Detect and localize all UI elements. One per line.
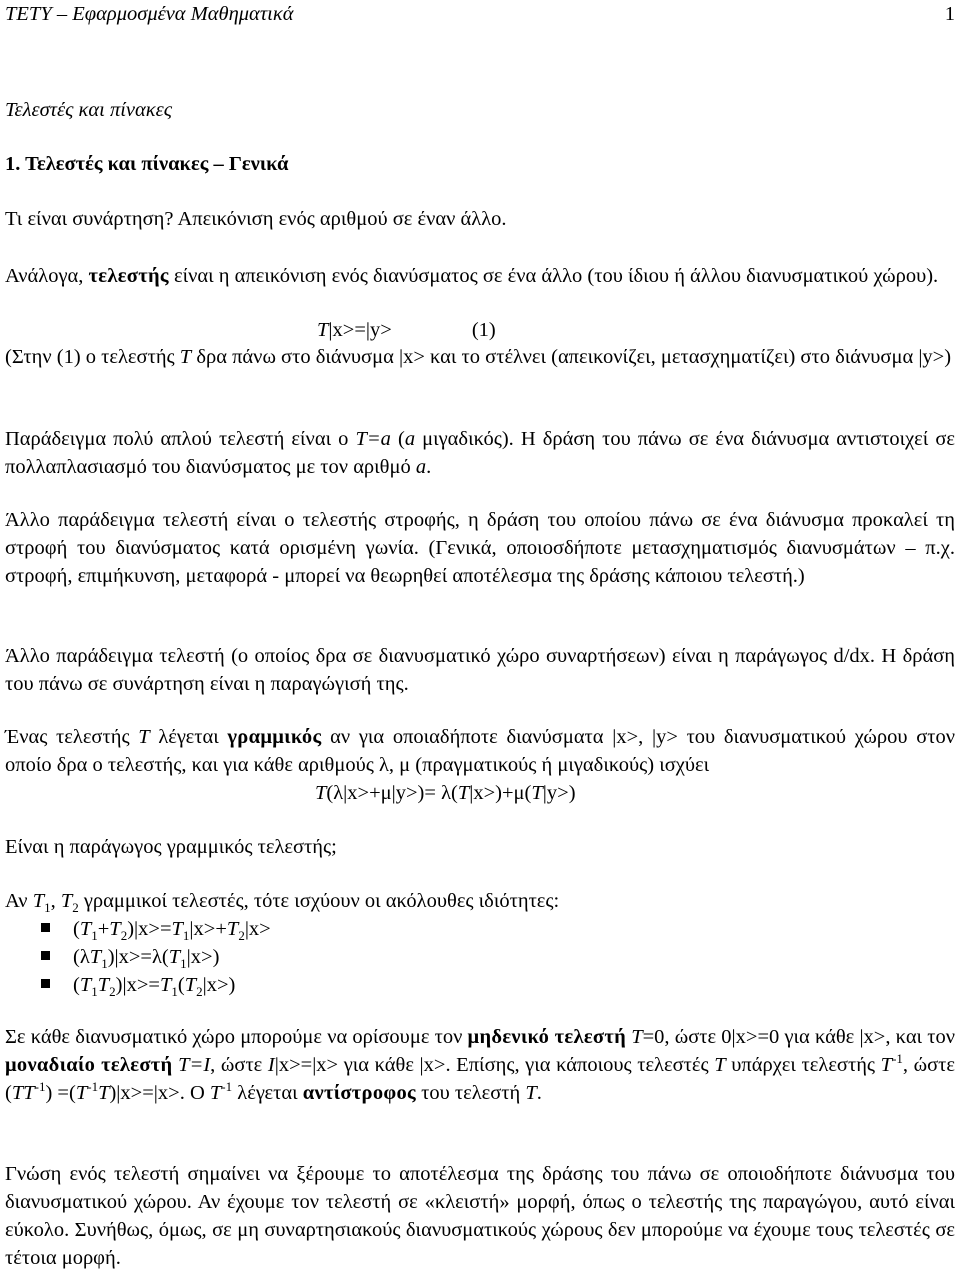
list-item: $(T_1+T_2)|x>=T_1|x>+T_2|x>$ <box>5 915 955 943</box>
paragraph-operator-definition: Ανάλογα, τελεστής είναι η απεικόνιση ενός διανύσματος σε ένα άλλο (του ίδιου ή άλλου διανυσματικού χώρου). <box>5 265 939 287</box>
header-title: ΤΕΤΥ – Εφαρμοσμένα Μαθηματικά <box>5 3 294 25</box>
paragraph-linear-operator: Ένας τελεστής T λέγεται γραμμικός αν για οποιαδήποτε διανύσματα |x>, |y> του διανυσματικού χώρου στον οποίο δρα ο τελεστής, και για κάθε αριθμούς λ, μ (πραγματικούς ή μιγαδικούς) ισχύει <box>5 726 956 776</box>
paragraph-function: Τι είναι συνάρτηση? Απεικόνιση ενός αριθμού σε έναν άλλο. <box>5 208 507 230</box>
equation-linearity: T(λ|x>+μ|y>)= λ(T|x>)+μ(T|y>) <box>315 782 576 804</box>
square-bullet-icon <box>41 923 50 932</box>
page-header <box>5 0 955 30</box>
properties-list <box>5 915 955 999</box>
paragraph-derivative-question: Είναι η παράγωγος γραμμικός τελεστής; <box>5 836 337 858</box>
equation-number: (1) <box>471 319 496 341</box>
paragraph-rotation-operator: Άλλο παράδειγμα τελεστή είναι ο τελεστής στροφής, η δράση του οποίου πάνω σε ένα διάνυσμα προκαλεί τη στροφή του διανύσματος κατά ορισμένη γωνία. (Γενικά, οποιοσδήποτε μετασχηματισμός διανυσμάτων – π.χ. στροφή, επιμήκυνση, μεταφορά - μπορεί να θεωρηθεί αποτέλεσμα της δράσης κάποιου τελεστή.) <box>5 509 955 587</box>
paragraph-operator-knowledge: Γνώση ενός τελεστή σημαίνει να ξέρουμε το αποτέλεσμα της δράσης του πάνω σε οποιοδήποτε διάνυσμα του διανυσματικού χώρου. Αν έχουμε τον τελεστή σε «κλειστή» μορφή, όπως ο τελεστής της παραγώγου, αυτό είναι εύκολο. Συνήθως, όμως, σε μη συναρτησιακούς διανυσματικούς χώρους δεν μπορούμε να έχουμε τους τελεστές σε τέτοια μορφή. <box>5 1163 955 1269</box>
term-identity-operator: μοναδιαίο τελεστή <box>5 1054 173 1076</box>
paragraph-scalar-operator: Παράδειγμα πολύ απλού τελεστή είναι ο T=a (a μιγαδικός). Η δράση του πάνω σε ένα διάνυσμα αντιστοιχεί σε πολλαπλασιασμό του διανύσματος με τον αριθμό a. <box>5 428 956 478</box>
equation-1: T|x>=|y> (1) <box>317 319 496 341</box>
square-bullet-icon <box>41 979 50 988</box>
paragraph-zero-identity-inverse: Σε κάθε διανυσματικό χώρο μπορούμε να ορίσουμε τον μηδενικό τελεστή T=0, ώστε 0|x>=0 για κάθε |x>, και τον μοναδιαίο τελεστή T=I, ώστε I|x>=|x> για κάθε |x>. Επίσης, για κάποιους τελεστές T υπάρχει τελεστής $T^{-1}$, ώστε $(TT^{-1}) =(T^{-1}T)|x>=|x>$. Ο $T^{-1}$ λέγεται αντίστροφος του τελεστή T. <box>5 1026 956 1104</box>
term-linear: γραμμικός <box>227 726 322 748</box>
paragraph-equation-explanation: (Στην (1) ο τελεστής T δρα πάνω στο διάνυσμα |x> και το στέλνει (απεικονίζει, μετασχηματίζει) στο διάνυσμα |y>) <box>5 346 952 368</box>
term-zero-operator: μηδενικό τελεστή <box>467 1026 627 1048</box>
page-number: 1 <box>944 3 955 25</box>
paragraph-derivative-operator: Άλλο παράδειγμα τελεστή (ο οποίος δρα σε διανυσματικό χώρο συναρτήσεων) είναι η παράγωγος d/dx. Η δράση του πάνω σε συνάρτηση είναι η παραγώγισή της. <box>5 645 955 695</box>
section-title: Τελεστές και πίνακες <box>5 99 173 121</box>
term-operator: τελεστής <box>88 265 169 287</box>
list-item: $(T_1T_2)|x>=T_1(T_2|x>)$ <box>5 971 955 999</box>
square-bullet-icon <box>41 951 50 960</box>
paragraph-properties-intro: Αν $T_1$, $T_2$ γραμμικοί τελεστές, τότε ισχύουν οι ακόλουθες ιδιότητες: <box>5 890 560 916</box>
term-inverse: αντίστροφος <box>302 1082 416 1104</box>
subsection-title: 1. Τελεστές και πίνακες – Γενικά <box>5 153 289 175</box>
list-item: $(\lambda T_1)|x>=\lambda(T_1|x>)$ <box>5 943 955 971</box>
